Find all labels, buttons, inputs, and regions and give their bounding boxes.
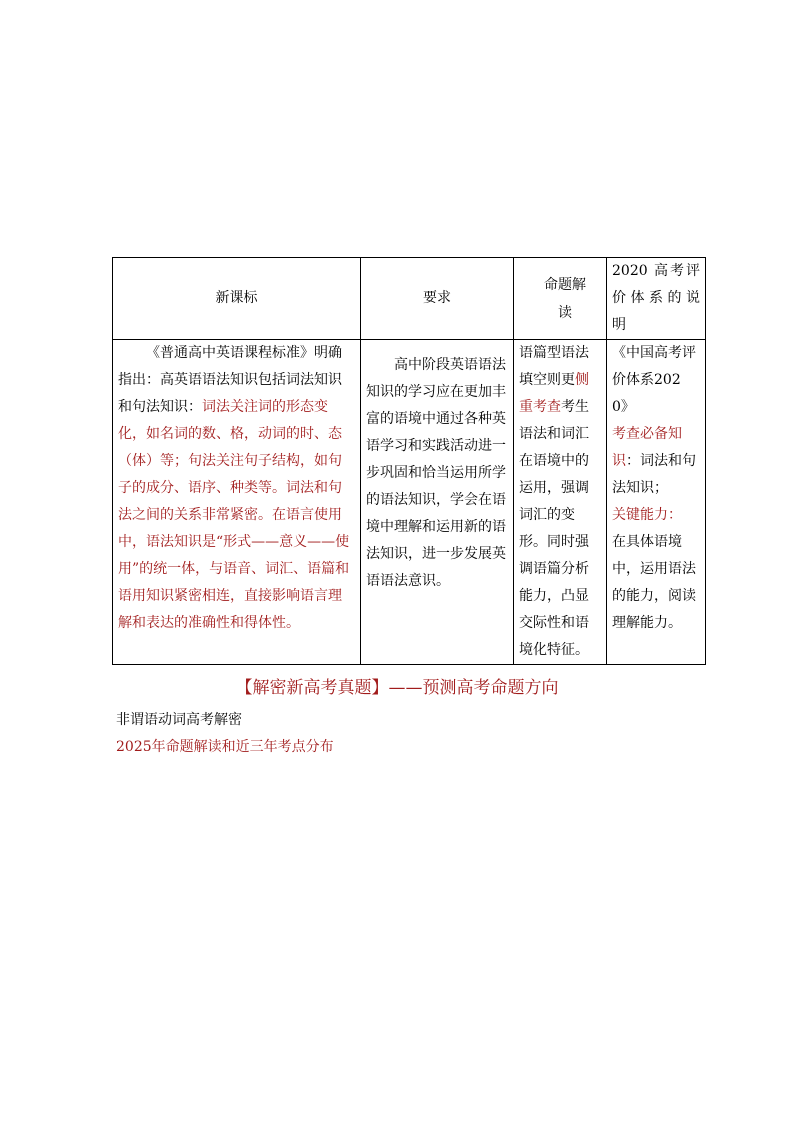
evaluation-part-e: 在具体语境中，运用语法的能力，阅读理解能力。: [612, 534, 696, 631]
interpretation-part-a: 语篇型语法填空则更: [519, 345, 589, 388]
evaluation-highlight-2: 关键能力：: [612, 507, 682, 523]
interpretation-highlight: 侧重考查: [519, 372, 589, 415]
evaluation-part-c: ：词法和句法知识；: [612, 453, 696, 496]
header-evaluation-line-1: 2020 高考评: [612, 263, 700, 279]
cell-interpretation-text: [514, 340, 607, 665]
header-interpretation-line-1: 命题解: [544, 276, 586, 293]
standard-highlight-2: 词法和句法之间的关系非常紧密。在语言使用中，语法知识是“形式——意义——使用”的统一体，与语音、词汇、语篇和语用知识紧密相连，直接影响语言理解和表达的准确性和得体性。: [118, 480, 350, 631]
header-requirement-label: 要求: [423, 290, 451, 306]
header-evaluation-line-2: 价体系的说: [612, 290, 700, 306]
cell-standard-text: [113, 340, 361, 665]
interpretation-part-c: 考生语法和词汇在语境中的运用，强调词汇的变形。同时强调语篇分析能力，凸显交际性和语境化特征。: [519, 399, 589, 658]
evaluation-part-a: 《中国高考评价体系2020》: [612, 345, 696, 415]
interpretation-paragraph: [519, 340, 601, 664]
standard-highlight-1: 词法关注词的形态变化，如名词的数、格，动词的时、态（体）等；句法关注句子结构，如句子的成分、语序、种类等。: [118, 399, 342, 496]
header-cell-interpretation: [514, 258, 607, 340]
evaluation-highlight-1: 考查必备知识: [612, 426, 682, 469]
header-cell-standard: [113, 258, 361, 340]
subtopic-line: 2025年命题解读和近三年考点分布: [116, 739, 334, 755]
table-header-row: [113, 258, 706, 340]
standards-table: [112, 257, 706, 665]
header-cell-requirement: [361, 258, 514, 340]
cell-evaluation-text: [607, 340, 706, 665]
header-evaluation-line-3: 明: [612, 317, 626, 333]
requirement-paragraph: 高中阶段英语语法知识的学习应在更加丰富的语境中通过各种英语学习和实践活动进一步巩固和恰当运用所学的语法知识，学会在语境中理解和运用新的语法知识，进一步发展英语语法意识。: [366, 357, 506, 589]
section-title: 【解密新高考真题】——预测高考命题方向: [235, 678, 559, 698]
evaluation-paragraph: [612, 340, 700, 637]
cell-requirement-text: [361, 340, 514, 665]
table-body-row: [113, 340, 706, 665]
standard-paragraph: [118, 340, 355, 637]
header-cell-evaluation: [607, 258, 706, 340]
header-interpretation-line-2: 读: [558, 304, 572, 321]
topic-line: 非谓语动词高考解密: [116, 712, 242, 728]
header-standard-label: 新课标: [215, 290, 258, 306]
standard-intro: 《普通高中英语课程标准》明确指出：高英语语法知识包括词法知识和句法知识：: [118, 345, 342, 415]
